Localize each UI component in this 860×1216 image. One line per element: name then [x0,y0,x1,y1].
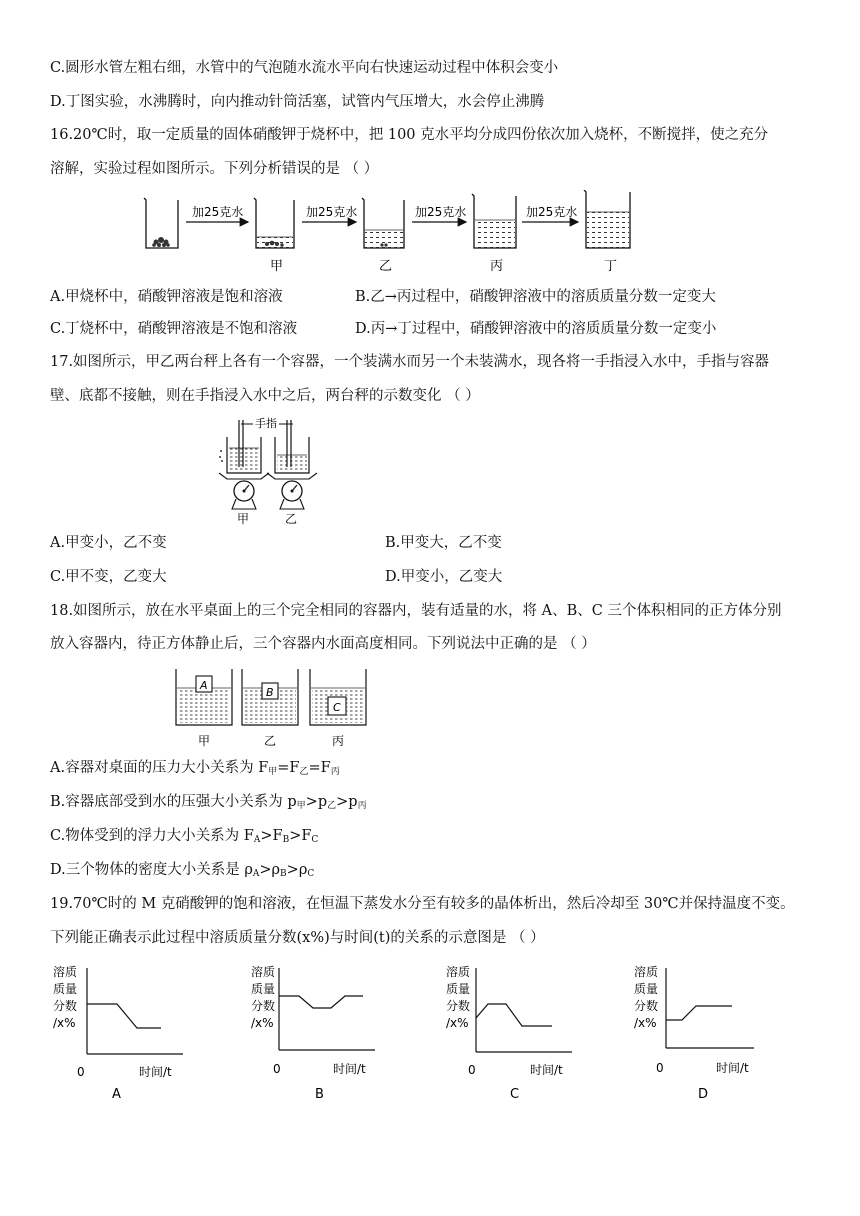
graph-label-a: A [112,1087,121,1102]
beaker-yi [362,198,404,248]
graph-label-d: D [698,1087,709,1102]
q15-option-c: C.圆形水管左粗右细，水管中的气泡随水流水平向右快速运动过程中体积会变小 [50,60,559,76]
q16-option-b: B.乙→丙过程中，硝酸钾溶液中的溶质质量分数一定变大 [355,289,716,305]
scale-label-yi: 乙 [285,512,298,526]
beaker-label-bing: 丙 [490,259,504,274]
svg-text:质量: 质量 [634,982,659,996]
q18-option-d: D.三个物体的密度大小关系是 $\rho_A>\rho_B>\rho_C$ [50,862,315,879]
q16-stem-line2: 溶解，实验过程如图所示。下列分析错误的是 （ ） [50,161,379,177]
svg-text:溶质: 溶质 [251,965,276,979]
beaker-label-jia: 甲 [270,259,284,274]
svg-text:时间/t: 时间/t [333,1062,366,1076]
beaker-ding [584,190,630,248]
svg-text:0: 0 [273,1062,281,1076]
graph-label-c: C [510,1087,520,1102]
svg-text:/x%: /x% [53,1016,76,1030]
svg-text:/x%: /x% [634,1016,657,1030]
q19-graph-c [440,962,590,1102]
container-label-bing: 丙 [332,734,345,748]
q17-option-c: C.甲不变，乙变大 [50,569,167,585]
svg-text:分数: 分数 [251,999,276,1013]
svg-text:分数: 分数 [446,999,471,1013]
q17-option-a: A.甲变小，乙不变 [50,535,167,551]
arrow-label-2: 加25克水 [306,205,358,219]
svg-text:0: 0 [468,1063,476,1077]
q17-stem-line2: 壁、底都不接触，则在手指浸入水中之后，两台秤的示数变化 （ ） [50,388,480,404]
beaker-label-yi: 乙 [379,259,393,274]
beaker-jia [254,198,294,248]
svg-text:分数: 分数 [53,999,78,1013]
q17-scale-figure [205,415,325,527]
svg-text:质量: 质量 [251,982,276,996]
finger-label: 手指 [255,417,277,430]
q19-stem-line1: 19.70℃时的 M 克硝酸钾的饱和溶液，在恒温下蒸发水分至有较多的晶体析出，然后冷却至 30℃并保持温度不变。 [50,896,795,912]
q17-stem-line1: 17.如图所示，甲乙两台秤上各有一个容器，一个装满水而另一个未装满水，现各将一手指浸入水中，手指与容器 [50,354,770,370]
arrow-label-1: 加25克水 [192,205,244,219]
svg-text:溶质: 溶质 [53,965,78,979]
beaker-label-ding: 丁 [604,259,618,274]
svg-text:时间/t: 时间/t [530,1063,563,1077]
svg-text:分数: 分数 [634,999,659,1013]
container-label-jia: 甲 [198,734,211,748]
q18-stem-line1: 18.如图所示，放在水平桌面上的三个完全相同的容器内，装有适量的水，将 A、B、C 三个体积相同的正方体分别 [50,603,782,619]
q19-stem-line2: 下列能正确表示此过程中溶质质量分数(x%)与时间(t)的关系的示意图是 （ ） [50,930,545,946]
q18-option-b: B.容器底部受到水的压强大小关系为 $p_甲>p_乙>p_丙$ [50,794,367,811]
block-c: C [333,701,341,714]
svg-text:时间/t: 时间/t [716,1061,749,1075]
svg-text:/x%: /x% [446,1016,469,1030]
arrow-label-4: 加25克水 [526,205,578,219]
svg-text:时间/t: 时间/t [139,1065,172,1079]
beaker-bing [472,194,516,248]
q15-option-d: D.丁图实验，水沸腾时，向内推动针筒活塞，试管内气压增大，水会停止沸腾 [50,94,545,110]
q18-container-figure [170,665,370,750]
q18-option-c: C.物体受到的浮力大小关系为 $F_A>F_B>F_C$ [50,828,319,845]
svg-text:质量: 质量 [446,982,471,996]
svg-text:质量: 质量 [53,982,78,996]
block-a: A [200,679,208,692]
q19-graph-b [243,962,393,1102]
beaker-initial [144,198,178,248]
svg-text:0: 0 [656,1061,664,1075]
q18-stem-line2: 放入容器内，待正方体静止后，三个容器内水面高度相同。下列说法中正确的是 （ ） [50,636,596,652]
q17-option-d: D.甲变小，乙变大 [385,569,503,585]
q16-stem-line1: 16.20℃时，取一定质量的固体硝酸钾于烧杯中，把 100 克水平均分成四份依次加入烧杯，不断搅拌，使之充分 [50,127,769,143]
q16-beaker-figure [130,190,650,275]
svg-text:0: 0 [77,1065,85,1079]
q17-option-b: B.甲变大，乙不变 [385,535,502,551]
svg-text:溶质: 溶质 [634,965,659,979]
svg-text:/x%: /x% [251,1016,274,1030]
arrow-label-3: 加25克水 [415,205,467,219]
q19-graph-d [630,962,780,1102]
q16-option-d: D.丙→丁过程中，硝酸钾溶液中的溶质质量分数一定变小 [355,321,717,337]
q16-option-c: C.丁烧杯中，硝酸钾溶液是不饱和溶液 [50,321,298,337]
scale-label-jia: 甲 [237,512,250,526]
container-label-yi: 乙 [264,734,277,748]
q16-option-a: A.甲烧杯中，硝酸钾溶液是饱和溶液 [50,289,283,305]
q19-graph-a [45,962,195,1102]
block-b: B [266,686,274,699]
svg-text:溶质: 溶质 [446,965,471,979]
q18-option-a: A.容器对桌面的压力大小关系为 $F_甲=F_乙=F_丙$ [50,760,340,777]
graph-label-b: B [315,1087,324,1102]
